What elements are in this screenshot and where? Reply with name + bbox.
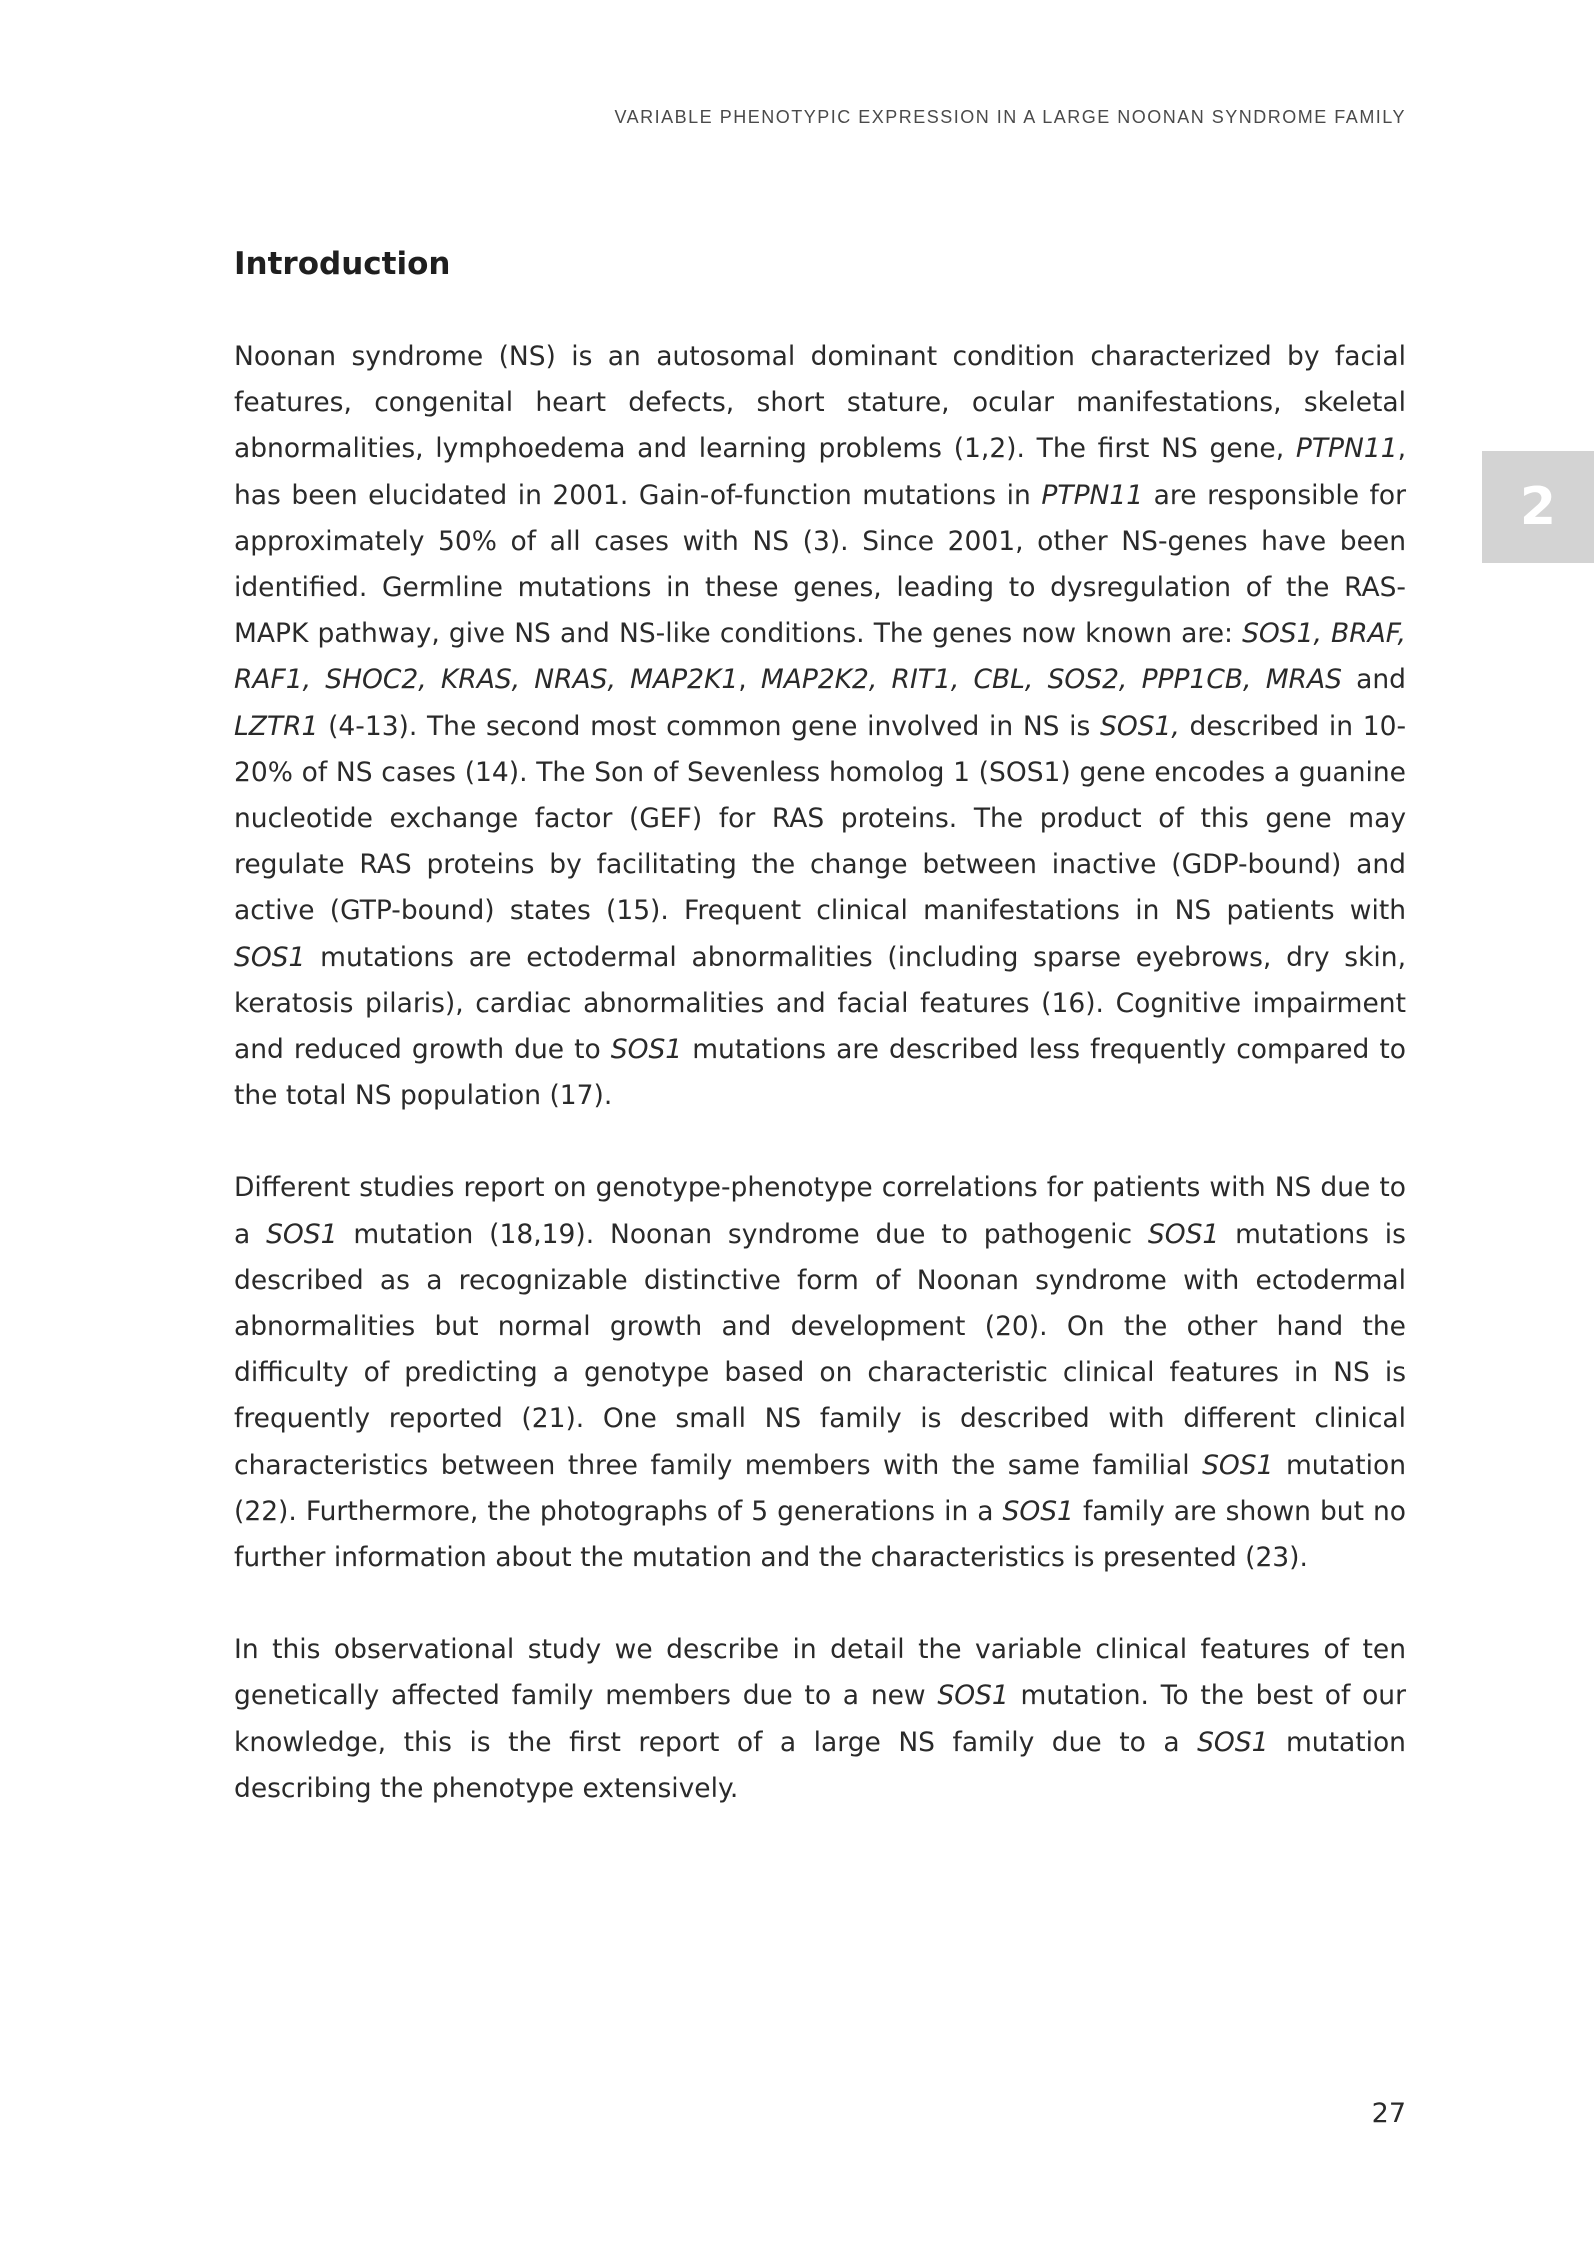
article-body bbox=[234, 240, 1406, 1858]
gene-name-text: SOS1 bbox=[937, 1680, 1009, 1712]
page-number: 27 bbox=[1371, 2098, 1406, 2129]
paragraph-text: mutations are ectodermal abnormalities (including sparse eyebrows, dry skin, keratosis pilaris), cardiac abnormalities and facial features (16). Cognitive impairment and reduced growth due to bbox=[234, 941, 1406, 1066]
running-header: VARIABLE PHENOTYPIC EXPRESSION IN A LARGE NOONAN SYNDROME FAMILY bbox=[614, 107, 1406, 127]
gene-name-text: SOS1 bbox=[1002, 1495, 1074, 1527]
gene-name-text: PTPN11 bbox=[1295, 433, 1398, 465]
paragraph-3 bbox=[234, 1627, 1406, 1812]
chapter-tab bbox=[1482, 451, 1594, 563]
section-title: Introduction bbox=[234, 246, 451, 282]
gene-name-text: PTPN11 bbox=[1041, 479, 1144, 511]
chapter-number: 2 bbox=[1519, 477, 1557, 537]
gene-name-text: SOS1 bbox=[266, 1218, 338, 1250]
paragraph-text: (4-13). The second most common gene involved in NS is bbox=[318, 710, 1101, 742]
paragraph-text: Noonan syndrome (NS) is an autosomal dominant condition characterized by facial features, congenital heart defects, short stature, ocular manifestations, skeletal abnormalities, lymphoedema and learning problems (1,2). The first NS gene, bbox=[234, 341, 1406, 465]
paragraph-text: are responsible for approximately 50% of all cases with NS (3). Since 2001, other NS-genes have been identified. Germline mutations in these genes, leading to dysregulation of the RAS-MAPK pathway, give NS and NS-like conditions. The genes now known are: bbox=[234, 479, 1406, 650]
paragraph-text: , has been elucidated in 2001. Gain-of-function mutations in bbox=[234, 433, 1406, 511]
paragraph-text: mutation (18,19). Noonan syndrome due to pathogenic bbox=[337, 1218, 1148, 1250]
paragraph-1 bbox=[234, 334, 1406, 1119]
gene-name-text: SOS1 bbox=[234, 941, 306, 973]
gene-name-text: SOS1 bbox=[1197, 1726, 1269, 1758]
paragraph-text: , bbox=[738, 664, 761, 696]
paragraph-2 bbox=[234, 1165, 1406, 1581]
gene-name-text: SOS1 bbox=[610, 1034, 683, 1066]
gene-name-text: SOS1 bbox=[1202, 1449, 1274, 1481]
paragraph-text: described in 10-20% of NS cases (14). The Son of Sevenless homolog 1 (SOS1) gene encodes a guanine nucleotide exchange factor (GEF) for RAS proteins. The product of this gene may regulate RAS proteins by facilitating the change between inactive (GDP-bound) and active (GTP-bound) states (15). Frequent clinical manifestations in NS patients with bbox=[234, 710, 1407, 927]
paragraph-text: mutations are described less frequently compared to the total NS population (17). bbox=[234, 1034, 1406, 1112]
gene-name-text: SOS1, bbox=[1100, 710, 1180, 742]
paragraph-text: mutations is described as a recognizable distinctive form of Noonan syndrome with ectodermal abnormalities but normal growth and development (20). On the other hand the difficulty of predicting a genotype based on characteristic clinical features in NS is frequently reported (21). One small NS family is described with different clinical characteristics between three family members with the same familial bbox=[234, 1218, 1406, 1481]
paragraph-text: mutation. To the best of our knowledge, this is the first report of a large NS family due to a bbox=[234, 1680, 1406, 1758]
gene-name-text: SOS1, BRAF, RAF1, SHOC2, KRAS, NRAS, MAP2K1 bbox=[234, 618, 1406, 696]
gene-name-text: LZTR1 bbox=[234, 710, 319, 742]
gene-name-text: MAP2K2, RIT1, CBL, SOS2, PPP1CB, MRAS bbox=[760, 664, 1342, 696]
paragraph-text: and bbox=[1341, 664, 1406, 696]
paragraph-text: family are shown but no further information about the mutation and the characteristics is presented (23). bbox=[234, 1495, 1406, 1574]
paragraph-text: In this observational study we describe in detail the variable clinical features of ten genetically affected family members due to a new bbox=[234, 1634, 1406, 1712]
paragraph-text: mutation describing the phenotype extensively. bbox=[234, 1726, 1406, 1804]
gene-name-text: SOS1 bbox=[1147, 1218, 1220, 1250]
paragraph-text: mutation (22). Furthermore, the photographs of 5 generations in a bbox=[234, 1449, 1406, 1527]
paragraph-text: Different studies report on genotype-phenotype correlations for patients with NS due to a bbox=[234, 1172, 1406, 1250]
